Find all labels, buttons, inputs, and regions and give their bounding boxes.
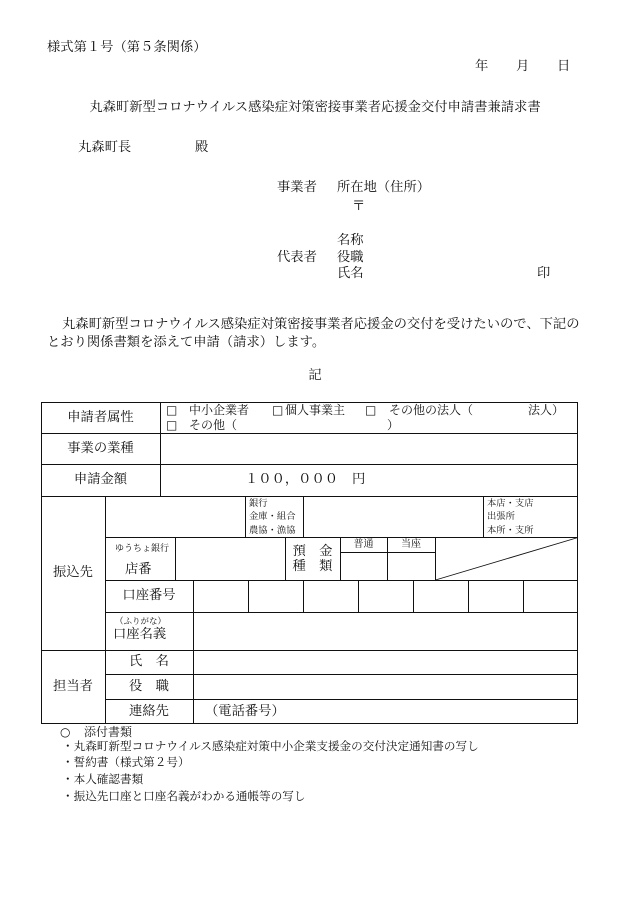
other-corporation-checkbox: □ — [365, 403, 377, 417]
deposit-type-current-cell — [387, 537, 435, 580]
attachment-item: ・誓約書（様式第２号） — [62, 755, 190, 770]
contact-label: 担当者 — [53, 679, 93, 695]
branch-number-field — [175, 537, 285, 580]
attribute-label: 申請者属性 — [67, 409, 134, 425]
other-option-label: その他（ — [189, 418, 238, 432]
contact-name-label-cell — [105, 650, 193, 674]
furigana-label: （ふりがな） — [115, 616, 167, 627]
branch-number-label-cell — [105, 537, 175, 580]
other-corporation-option-label: その他の法人（ — [389, 403, 474, 417]
institution-type-bank: 銀行 — [249, 497, 268, 509]
transfer-label: 振込先 — [53, 565, 93, 581]
account-holder-label-cell — [105, 612, 193, 650]
account-number-label-cell — [105, 580, 193, 612]
business-type-label: 事業の業種 — [67, 440, 134, 456]
institution-type-cell — [245, 496, 303, 537]
sole-proprietor-option-label: 個人事業主 — [285, 403, 346, 417]
attribute-label-cell — [41, 402, 160, 433]
postal-mark: 〒 — [352, 199, 366, 215]
attachment-item: ・本人確認書類 — [62, 772, 144, 787]
amount-value-cell — [160, 464, 578, 496]
contact-name-field — [193, 650, 578, 674]
amount-label-cell — [41, 464, 160, 496]
amount-label: 申請金額 — [73, 472, 128, 488]
address-label: 所在地（住所） — [337, 180, 431, 196]
amount-unit: 円 — [352, 472, 366, 488]
sole-proprietor-checkbox: □ — [272, 403, 284, 417]
contact-phone-label-cell — [105, 699, 193, 724]
form-number: 様式第１号（第５条関係） — [47, 40, 207, 56]
deposit-type-ordinary-cell — [340, 537, 387, 580]
record-heading: 記 — [308, 368, 322, 384]
contact-phone-label: 連絡先 — [129, 703, 169, 719]
account-number-label: 口座番号 — [122, 588, 176, 604]
account-number-digit-2 — [248, 580, 303, 612]
contact-position-field — [193, 674, 578, 699]
attachments-heading: 添付書類 — [84, 725, 133, 739]
attachment-item: ・丸森町新型コロナウイルス感染症対策中小企業支援金の交付決定通知書の写し — [62, 739, 479, 754]
branch-type-main-office: 本所・支所 — [487, 524, 534, 536]
account-number-digit-1 — [193, 580, 248, 612]
contact-position-label-cell — [105, 674, 193, 699]
amount-value: １００，０００ — [245, 472, 339, 488]
account-number-digit-4 — [358, 580, 413, 612]
attachment-item: ・振込先口座と口座名義がわかる通帳等の写し — [62, 789, 306, 804]
contact-label-cell — [41, 650, 105, 724]
deposit-type-ordinary-header — [340, 537, 387, 552]
institution-type-credit-union: 金庫・組合 — [249, 511, 296, 522]
attribute-options-cell — [160, 402, 578, 433]
contact-position-label: 役 職 — [129, 678, 169, 694]
document-title: 丸森町新型コロナウイルス感染症対策密接事業者応援金交付申請書兼請求書 — [89, 100, 541, 116]
business-type-label-cell — [41, 433, 160, 464]
body-line-1: 丸森町新型コロナウイルス感染症対策密接事業者応援金の交付を受けたいので、下記の — [62, 317, 580, 333]
date-year-label: 年 — [475, 59, 489, 75]
sme-checkbox: □ — [166, 403, 178, 417]
application-table — [41, 402, 579, 725]
date-day-label: 日 — [557, 59, 571, 75]
branch-type-sub-office: 出張所 — [487, 511, 515, 522]
account-holder-label: 口座名義 — [113, 627, 167, 643]
deposit-type-current-label: 当座 — [401, 538, 421, 550]
phone-number-hint: （電話番号） — [205, 703, 285, 719]
deposit-type-label-line-2: 種 類 — [292, 558, 333, 574]
deposit-type-label-cell — [285, 537, 340, 580]
transfer-label-cell — [41, 496, 105, 650]
addressee-name: 丸森町長 — [78, 140, 132, 156]
account-holder-field — [193, 612, 578, 650]
position-label: 役職 — [337, 250, 364, 266]
company-name-label: 名称 — [337, 233, 364, 249]
deposit-type-current-header — [387, 537, 435, 552]
representative-label: 代表者 — [277, 250, 317, 266]
other-corporation-suffix: 法人） — [528, 403, 565, 417]
account-number-digit-7 — [523, 580, 578, 612]
branch-type-head-branch: 本店・支店 — [487, 497, 534, 509]
contact-name-label: 氏 名 — [129, 654, 169, 670]
other-option-close: ） — [387, 418, 400, 432]
contact-phone-field — [193, 699, 578, 724]
other-checkbox: □ — [166, 418, 178, 432]
body-line-2: とおり関係書類を添えて申請（請求）します。 — [47, 335, 326, 351]
attachments-bullet: ○ — [60, 725, 71, 739]
account-number-digit-5 — [413, 580, 468, 612]
branch-name-field — [303, 496, 483, 537]
branch-type-cell — [483, 496, 578, 537]
date-month-label: 月 — [516, 59, 530, 75]
business-label: 事業者 — [277, 180, 317, 196]
branch-number-label: 店番 — [125, 562, 152, 578]
sme-option-label: 中小企業者 — [189, 403, 250, 417]
yucho-bank-label: ゆうちょ銀行 — [115, 543, 170, 554]
seal-label: 印 — [537, 266, 551, 282]
account-number-digit-3 — [303, 580, 358, 612]
addressee-honorific: 殿 — [195, 140, 209, 156]
account-number-digit-6 — [468, 580, 523, 612]
business-type-field — [160, 433, 578, 464]
bank-name-field — [105, 496, 245, 537]
deposit-type-ordinary-label: 普通 — [353, 538, 374, 550]
deposit-type-label-line-1: 預 金 — [292, 543, 333, 559]
deposit-type-struck-cell — [435, 537, 578, 580]
institution-type-agri-fishery: 農協・漁協 — [249, 524, 296, 536]
person-name-label: 氏名 — [337, 266, 364, 282]
